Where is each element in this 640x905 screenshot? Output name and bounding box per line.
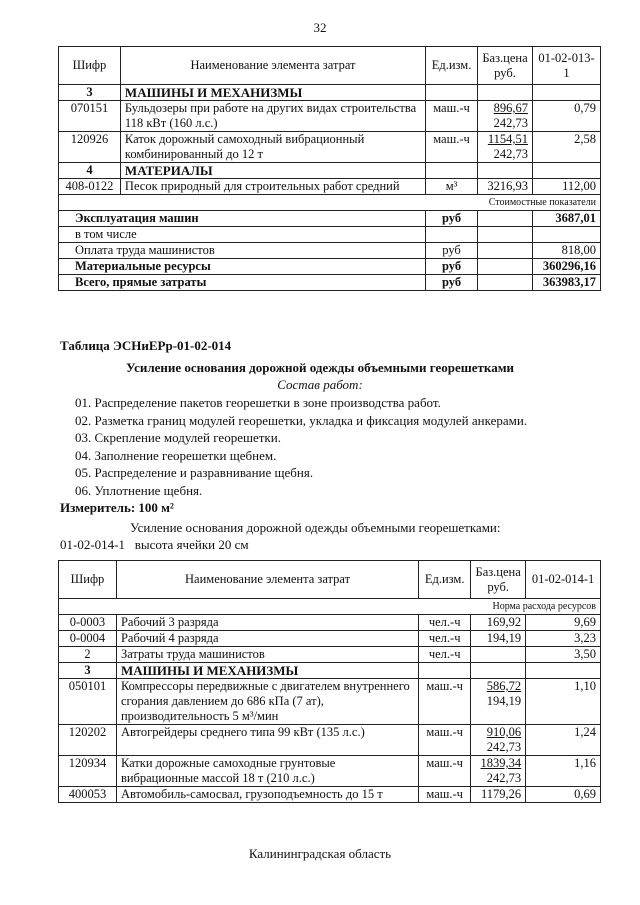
- norm-value-cell: 1,16: [526, 756, 601, 787]
- summary-empty: [478, 243, 533, 259]
- price-cell: [478, 179, 533, 195]
- works-heading: Состав работ:: [277, 377, 363, 392]
- code-cell: 070151: [59, 101, 121, 132]
- norm-item: [60, 537, 249, 553]
- table-row: [59, 725, 601, 756]
- table-row: [59, 615, 601, 631]
- work-item: 06. Уплотнение щебня.: [75, 482, 203, 498]
- unit-cell: м³: [426, 179, 478, 195]
- summary-value: 360296,16: [533, 259, 601, 275]
- resource-table-014: [58, 560, 601, 803]
- section-row: [59, 663, 601, 679]
- code-cell: 3: [59, 663, 117, 679]
- norm-value-cell: 1,24: [526, 725, 601, 756]
- norm-header: Норма расхода ресурсов: [59, 599, 601, 615]
- work-item: 03. Скрепление модулей георешетки.: [75, 430, 281, 445]
- header-unit: Ед.изм.: [426, 47, 478, 85]
- code-cell: 4: [59, 163, 121, 179]
- unit-cell: [426, 163, 478, 179]
- norm-value-cell: 112,00: [533, 179, 601, 195]
- works-list: [75, 394, 527, 499]
- name-cell: МАШИНЫ И МЕХАНИЗМЫ: [120, 85, 425, 101]
- table-row: [59, 179, 601, 195]
- code-cell: 050101: [59, 679, 117, 725]
- name-cell: Рабочий 4 разряда: [116, 631, 418, 647]
- unit-cell: маш.-ч: [426, 101, 478, 132]
- summary-row: [59, 211, 601, 227]
- unit-cell: чел.-ч: [419, 615, 471, 631]
- price-value: 3216,93: [487, 179, 528, 193]
- summary-label: Эксплуатация машин: [59, 211, 426, 227]
- summary-value: 363983,17: [533, 275, 601, 291]
- code-cell: 0-0003: [59, 615, 117, 631]
- norm-value-cell: [533, 163, 601, 179]
- summary-unit: руб: [426, 243, 478, 259]
- unit-cell: маш.-ч: [419, 725, 471, 756]
- price-cell: [471, 631, 526, 647]
- measure-unit: Измеритель: 100 м²: [60, 500, 174, 515]
- price-cell: [478, 101, 533, 132]
- price-secondary: 242,73: [493, 147, 528, 161]
- norm-value-cell: 3,23: [526, 631, 601, 647]
- code-cell: 120934: [59, 756, 117, 787]
- summary-row: [59, 227, 601, 243]
- price-cell: [478, 85, 533, 101]
- price-secondary: 242,73: [486, 740, 522, 754]
- name-cell: МАШИНЫ И МЕХАНИЗМЫ: [116, 663, 418, 679]
- summary-row: [59, 243, 601, 259]
- norm-value-cell: 3,50: [526, 647, 601, 663]
- price-secondary: 242,73: [486, 771, 522, 785]
- unit-cell: маш.-ч: [426, 132, 478, 163]
- table-row: [59, 631, 601, 647]
- cost-header: Стоимостные показатели: [59, 195, 601, 211]
- summary-label: Всего, прямые затраты: [59, 275, 426, 291]
- norm-value-cell: [533, 85, 601, 101]
- summary-unit: [426, 227, 478, 243]
- summary-empty: [478, 211, 533, 227]
- name-cell: Песок природный для строительных работ средний: [120, 179, 425, 195]
- table-row: [59, 647, 601, 663]
- code-cell: 3: [59, 85, 121, 101]
- price-cell: [478, 163, 533, 179]
- code-cell: 120926: [59, 132, 121, 163]
- section-subtitle: Усиление основания дорожной одежды объемными георешетками: [125, 360, 515, 375]
- price-value: 910,06: [486, 725, 522, 739]
- summary-empty: [478, 259, 533, 275]
- price-value: 586,72: [486, 679, 522, 693]
- price-cell: [471, 647, 526, 663]
- norm-item-desc: высота ячейки 20 см: [134, 537, 249, 552]
- work-item: 02. Разметка границ модулей георешетки, укладка и фиксация модулей анкерами.: [75, 412, 528, 428]
- cost-header-row: [59, 195, 601, 211]
- price-secondary: 242,73: [493, 116, 528, 130]
- code-cell: 2: [59, 647, 117, 663]
- price-cell: [471, 725, 526, 756]
- name-cell: Рабочий 3 разряда: [116, 615, 418, 631]
- header-norm-code: 01-02-014-1: [526, 561, 601, 599]
- price-value: 1179,26: [480, 787, 522, 801]
- table-row: [59, 787, 601, 803]
- header-unit: Ед.изм.: [419, 561, 471, 599]
- price-value: 896,67: [493, 101, 528, 115]
- norm-value-cell: 0,69: [526, 787, 601, 803]
- summary-value: 818,00: [533, 243, 601, 259]
- section-title: Таблица ЭСНиЕРр-01-02-014: [60, 338, 232, 353]
- summary-empty: [478, 275, 533, 291]
- header-name: Наименование элемента затрат: [116, 561, 418, 599]
- name-cell: Компрессоры передвижные с двигателем внутреннего сгорания давлением до 686 кПа (7 ат), производительность 5 м³/мин: [116, 679, 418, 725]
- header-norm-code: 01-02-013-1: [533, 47, 601, 85]
- unit-cell: [419, 663, 471, 679]
- code-cell: 0-0004: [59, 631, 117, 647]
- unit-cell: [426, 85, 478, 101]
- summary-unit: руб: [426, 275, 478, 291]
- code-cell: 400053: [59, 787, 117, 803]
- norm-value-cell: [526, 663, 601, 679]
- summary-value: [533, 227, 601, 243]
- summary-value: 3687,01: [533, 211, 601, 227]
- unit-cell: маш.-ч: [419, 756, 471, 787]
- name-cell: Автогрейдеры среднего типа 99 кВт (135 л.с.): [116, 725, 418, 756]
- price-value: 169,92: [486, 615, 522, 629]
- header-price: Баз.цена руб.: [478, 47, 533, 85]
- summary-label: в том числе: [59, 227, 426, 243]
- summary-label: Материальные ресурсы: [59, 259, 426, 275]
- summary-unit: руб: [426, 259, 478, 275]
- norm-item-code: 01-02-014-1: [60, 537, 125, 552]
- norm-header-row: [59, 599, 601, 615]
- price-cell: [471, 663, 526, 679]
- price-value: 1839,34: [480, 756, 522, 770]
- summary-label: Оплата труда машинистов: [59, 243, 426, 259]
- norm-value-cell: 9,69: [526, 615, 601, 631]
- table-row: [59, 679, 601, 725]
- norm-value-cell: 2,58: [533, 132, 601, 163]
- price-cell: [471, 787, 526, 803]
- price-cell: [478, 132, 533, 163]
- summary-row: [59, 259, 601, 275]
- work-item: 05. Распределение и разравнивание щебня.: [75, 465, 314, 480]
- code-cell: 408-0122: [59, 179, 121, 195]
- section-row: [59, 85, 601, 101]
- price-cell: [471, 679, 526, 725]
- price-value: 194,19: [486, 631, 522, 645]
- unit-cell: маш.-ч: [419, 679, 471, 725]
- price-secondary: 194,19: [486, 694, 522, 708]
- name-cell: Затраты труда машинистов: [116, 647, 418, 663]
- summary-row: [59, 275, 601, 291]
- header-code: Шифр: [59, 561, 117, 599]
- header-code: Шифр: [59, 47, 121, 85]
- page-number: 32: [313, 20, 327, 35]
- price-value: 1154,51: [487, 132, 528, 146]
- work-item: 04. Заполнение георешетки щебнем.: [75, 447, 277, 463]
- summary-unit: руб: [426, 211, 478, 227]
- code-cell: 120202: [59, 725, 117, 756]
- unit-cell: маш.-ч: [419, 787, 471, 803]
- norm-value-cell: 0,79: [533, 101, 601, 132]
- unit-cell: чел.-ч: [419, 631, 471, 647]
- name-cell: Бульдозеры при работе на других видах строительства 118 кВт (160 л.с.): [120, 101, 425, 132]
- work-item: 01. Распределение пакетов георешетки в зоне производства работ.: [75, 395, 441, 410]
- name-cell: Каток дорожный самоходный вибрационный комбинированный до 12 т: [120, 132, 425, 163]
- norm-statement: Усиление основания дорожной одежды объемными георешетками:: [130, 520, 501, 535]
- price-cell: [471, 756, 526, 787]
- table-row: [59, 756, 601, 787]
- name-cell: Катки дорожные самоходные грунтовые вибрационные массой 18 т (210 л.с.): [116, 756, 418, 787]
- section-row: [59, 163, 601, 179]
- norm-value-cell: 1,10: [526, 679, 601, 725]
- header-price: Баз.цена руб.: [471, 561, 526, 599]
- summary-empty: [478, 227, 533, 243]
- name-cell: Автомобиль-самосвал, грузоподъемность до 15 т: [116, 787, 418, 803]
- table-row: [59, 101, 601, 132]
- price-cell: [471, 615, 526, 631]
- table-row: [59, 132, 601, 163]
- unit-cell: чел.-ч: [419, 647, 471, 663]
- resource-table-013: [58, 46, 601, 291]
- name-cell: МАТЕРИАЛЫ: [120, 163, 425, 179]
- header-name: Наименование элемента затрат: [120, 47, 425, 85]
- footer-region: Калининградская область: [248, 846, 392, 861]
